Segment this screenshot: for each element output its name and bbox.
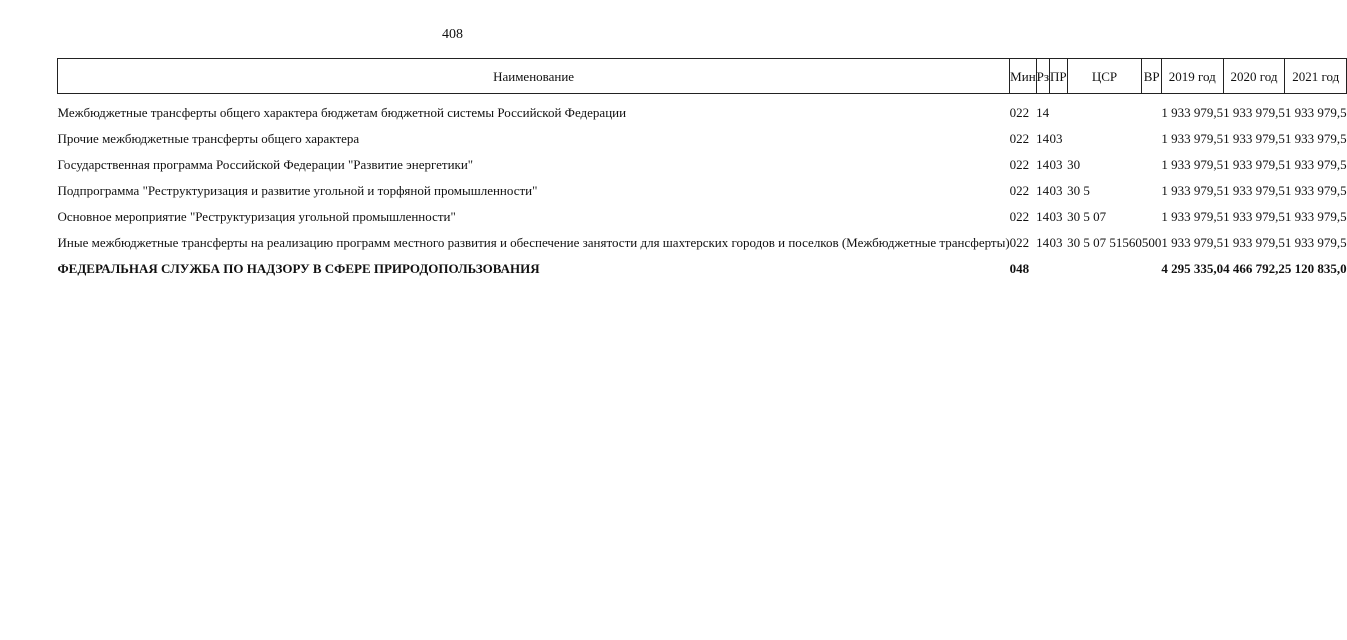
header-vr: ВР [1142,59,1162,94]
row-2021: 5 120 835,0 [1284,261,1347,276]
row-rz: 14 [1036,209,1050,224]
header-rz: Рз [1036,59,1049,94]
row-csr [1067,105,1142,120]
row-pr: 03 [1049,209,1063,224]
row-name: Государственная программа Российской Федерации "Развитие энергетики" [57,157,474,172]
row-rz: 14 [1036,183,1050,198]
row-min: 022 [1009,131,1030,146]
row-2019: 1 933 979,5 [1161,157,1224,172]
header-min: Мин [1010,59,1036,94]
row-vr: 500 [1141,235,1162,250]
row-2020: 1 933 979,5 [1223,235,1285,250]
row-min: 048 [1009,261,1030,276]
row-2021: 1 933 979,5 [1284,157,1347,172]
table-row [58,209,1347,224]
row-vr [1142,261,1162,276]
row-2020: 4 466 792,2 [1223,261,1285,276]
row-rz [1036,261,1049,276]
row-csr [1067,131,1142,146]
row-rz: 14 [1036,157,1050,172]
row-pr [1050,261,1068,276]
spacer-row [58,146,1347,157]
row-2020: 1 933 979,5 [1223,105,1285,120]
row-min: 022 [1009,157,1030,172]
row-2019: 1 933 979,5 [1161,235,1224,250]
row-vr [1142,183,1162,198]
spacer-row [58,224,1347,235]
table-row-total [58,261,1347,276]
row-2019: 1 933 979,5 [1161,105,1224,120]
table-row [58,131,1347,146]
row-csr [1067,261,1142,276]
row-vr [1142,131,1162,146]
row-csr: 30 [1067,157,1081,172]
row-name: Подпрограмма "Реструктуризация и развитие угольной и торфяной промышленности" [57,183,538,198]
row-name: Иные межбюджетные трансферты на реализацию программ местного развития и обеспечение занятости для шахтерских городов и поселков (Межбюджетные трансферты) [57,235,1010,250]
table-row [58,157,1347,172]
row-2019: 1 933 979,5 [1161,183,1224,198]
row-rz: 14 [1036,235,1050,250]
table-row [58,105,1347,120]
row-2021: 1 933 979,5 [1284,235,1347,250]
row-pr: 03 [1049,157,1063,172]
spacer-row [58,250,1347,261]
row-csr: 30 5 [1067,183,1090,198]
row-min: 022 [1009,235,1030,250]
row-2021: 1 933 979,5 [1284,183,1347,198]
row-vr [1142,209,1162,224]
spacer-row [58,172,1347,183]
row-2020: 1 933 979,5 [1223,131,1285,146]
spacer-row [58,120,1347,131]
table-row [58,183,1347,198]
row-2020: 1 933 979,5 [1223,157,1285,172]
row-2019: 1 933 979,5 [1161,209,1224,224]
header-2019: 2019 год [1161,59,1223,94]
row-pr: 03 [1049,131,1063,146]
row-2019: 4 295 335,0 [1161,261,1224,276]
row-2021: 1 933 979,5 [1284,105,1347,120]
row-2021: 1 933 979,5 [1284,131,1347,146]
spacer-row [58,94,1347,106]
row-csr: 30 5 07 [1067,209,1107,224]
row-2020: 1 933 979,5 [1223,209,1285,224]
row-min: 022 [1009,209,1030,224]
header-row [58,59,1347,94]
row-vr [1142,157,1162,172]
header-2020: 2020 год [1223,59,1285,94]
row-min: 022 [1009,183,1030,198]
row-csr: 30 5 07 51560 [1067,235,1142,250]
row-2019: 1 933 979,5 [1161,131,1224,146]
row-pr [1050,105,1068,120]
row-min: 022 [1009,105,1030,120]
header-csr: ЦСР [1067,59,1142,94]
row-rz: 14 [1036,131,1050,146]
row-name: Межбюджетные трансферты общего характера бюджетам бюджетной системы Российской Федерации [57,105,627,120]
header-name: Наименование [58,59,1010,94]
row-name: ФЕДЕРАЛЬНАЯ СЛУЖБА ПО НАДЗОРУ В СФЕРЕ ПРИРОДОПОЛЬЗОВАНИЯ [57,261,540,276]
row-name: Прочие межбюджетные трансферты общего характера [57,131,360,146]
row-vr [1142,105,1162,120]
row-2021: 1 933 979,5 [1284,209,1347,224]
spacer-row [58,198,1347,209]
budget-table [57,58,1347,276]
header-pr: ПР [1050,59,1068,94]
header-2021: 2021 год [1285,59,1347,94]
row-name: Основное мероприятие "Реструктуризация угольной промышленности" [57,209,456,224]
row-pr: 03 [1049,235,1063,250]
row-rz: 14 [1036,105,1050,120]
row-pr: 03 [1049,183,1063,198]
table-row [58,235,1347,250]
row-2020: 1 933 979,5 [1223,183,1285,198]
page-number: 408 [442,27,463,42]
